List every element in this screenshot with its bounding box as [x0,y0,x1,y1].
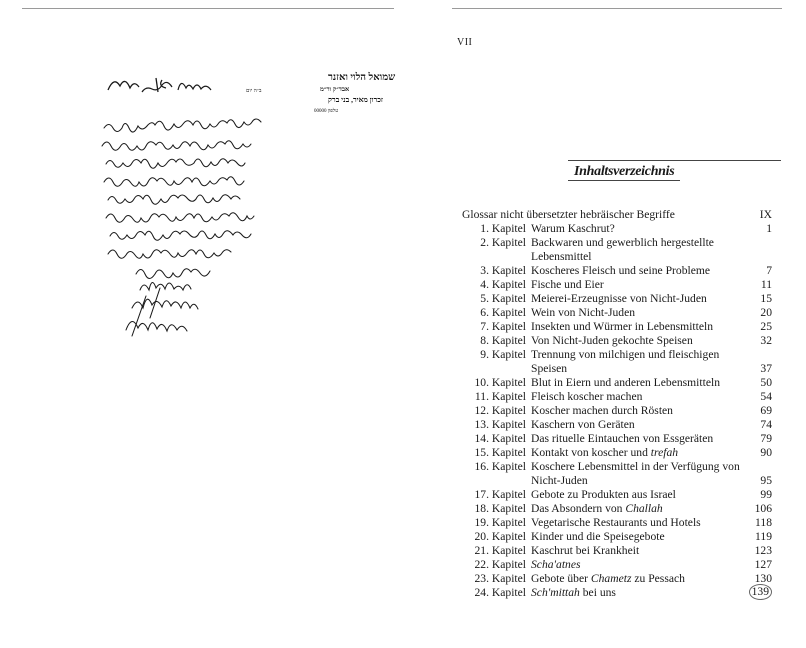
chapter-title-part: trefah [650,446,679,459]
chapter-title: Koscheres Fleisch und seine Probleme [531,264,711,277]
chapter-title-part: Challah [625,502,663,515]
chapter-title: Fleisch koscher machen [531,390,643,403]
chapter-number: 1. Kapitel [480,222,526,235]
chapter-number: 14. Kapitel [474,432,526,445]
toc-chapter-row[interactable] [462,222,772,236]
chapter-title: Blut in Eiern und anderen Lebensmitteln [531,376,720,389]
chapter-page: 106 [754,502,772,515]
toc-chapter-row[interactable] [462,376,772,390]
chapter-page: 119 [755,530,772,543]
chapter-title: Das rituelle Eintauchen von Essgeräten [531,432,714,445]
chapter-title: Vegetarische Restaurants und Hotels [531,516,701,529]
toc-chapter-row[interactable] [462,236,772,264]
toc-chapter-row[interactable] [462,502,772,516]
chapter-number: 23. Kapitel [474,572,526,585]
chapter-title: Koscher machen durch Rösten [531,404,673,417]
handwriting-body [102,119,261,336]
chapter-number: 19. Kapitel [474,516,526,529]
chapter-number: 5. Kapitel [480,292,526,305]
chapter-title: Koschere Lebensmittel in der Verfügung von Nicht-Juden [531,460,740,487]
toc-chapter-row[interactable] [462,292,772,306]
toc-glossary-row[interactable] [462,208,772,222]
toc-chapter-row[interactable] [462,530,772,544]
chapter-page: 90 [760,446,772,459]
chapter-page: 20 [760,306,772,319]
toc-chapter-row[interactable] [462,572,772,586]
handwritten-letter-facsimile [96,62,396,352]
chapter-page: 123 [754,544,772,557]
chapter-page: 50 [760,376,772,389]
letterhead-line-1: שמואל הלוי ואזנר [328,72,396,83]
chapter-title-part: bei uns [579,586,616,599]
toc-chapter-row[interactable] [462,320,772,334]
chapter-title-part: Scha'atnes [531,558,581,571]
chapter-page: 54 [760,390,772,403]
chapter-page: 11 [760,278,772,291]
chapter-title [531,502,744,516]
chapter-number: 10. Kapitel [474,376,526,389]
letter-date-mark: ב״ה יום [246,88,262,94]
chapter-number: 18. Kapitel [474,502,526,515]
toc-chapter-row[interactable] [462,558,772,572]
chapter-title: Kaschrut bei Krankheit [531,544,640,557]
toc-chapter-row[interactable] [462,586,772,600]
chapter-title-part: zu Pessach [631,572,685,585]
glossary-page: IX [759,208,772,221]
chapter-number: 2. Kapitel [480,236,526,249]
chapter-title: Backwaren und gewerblich hergestellte Lebensmittel [531,236,714,263]
chapter-title: Kinder und die Speisegebote [531,530,665,543]
chapter-number: 11. Kapitel [474,390,526,403]
chapter-title [531,572,744,586]
chapter-title-part: Sch'mittah [531,586,580,599]
chapter-title: Trennung von milchigen und fleischigen Speisen [531,348,720,375]
chapter-title: Fische und Eier [531,278,604,291]
toc-chapter-row[interactable] [462,488,772,502]
chapter-page: 32 [760,334,772,347]
chapter-page: 130 [754,572,772,585]
toc-chapter-row[interactable] [462,390,772,404]
right-page-top-rule [452,8,782,9]
chapter-page: 139 [749,584,772,600]
toc-chapter-row[interactable] [462,306,772,320]
left-page-top-rule [22,8,394,9]
chapter-title-part: Chametz [590,572,632,585]
chapter-number: 17. Kapitel [474,488,526,501]
chapter-number: 16. Kapitel [474,460,526,473]
chapter-number: 6. Kapitel [480,306,526,319]
title-underline [568,180,680,181]
chapter-page: 95 [760,474,772,487]
chapter-title: Von Nicht-Juden gekochte Speisen [531,334,693,347]
chapter-page: 15 [760,292,772,305]
chapter-page: 25 [760,320,772,333]
toc-chapter-row[interactable] [462,348,772,376]
chapter-number: 13. Kapitel [474,418,526,431]
chapter-number: 22. Kapitel [474,558,526,571]
chapter-number: 8. Kapitel [480,334,526,347]
chapter-number: 4. Kapitel [480,278,526,291]
page-number: VII [457,37,473,48]
chapter-number: 21. Kapitel [474,544,526,557]
chapter-title: Warum Kaschrut? [531,222,615,235]
chapter-title: Gebote zu Produkten aus Israel [531,488,676,501]
toc-chapter-row[interactable] [462,446,772,460]
chapter-title [531,446,744,460]
toc-chapter-row[interactable] [462,544,772,558]
toc-chapter-row[interactable] [462,418,772,432]
toc-chapter-row[interactable] [462,278,772,292]
chapter-page: 127 [754,558,772,571]
chapter-page: 74 [760,418,772,431]
chapter-title-part: Gebote über [531,572,591,585]
toc-chapter-row[interactable] [462,432,772,446]
chapter-list [462,222,772,600]
chapter-title: Wein von Nicht-Juden [531,306,636,319]
table-of-contents [462,208,772,600]
chapter-number: 9. Kapitel [480,348,526,361]
chapter-number: 12. Kapitel [474,404,526,417]
toc-chapter-row[interactable] [462,264,772,278]
chapter-page: 7 [766,264,772,277]
chapter-title [531,558,744,572]
chapter-title [531,586,744,600]
chapter-title: Insekten und Würmer in Lebensmitteln [531,320,714,333]
toc-chapter-row[interactable] [462,516,772,530]
chapter-page: 99 [760,488,772,501]
chapter-title: Meierei-Erzeugnisse von Nicht-Juden [531,292,707,305]
chapter-page: 79 [760,432,772,445]
chapter-number: 7. Kapitel [480,320,526,333]
toc-chapter-row[interactable] [462,404,772,418]
chapter-number: 3. Kapitel [480,264,526,277]
toc-title: Inhaltsverzeichnis [574,164,675,179]
chapter-number: 15. Kapitel [474,446,526,459]
letterhead-line-3: זכרון מאיר, בני ברק [328,95,384,104]
chapter-title-part: Kontakt von koscher und [531,446,651,459]
toc-chapter-row[interactable] [462,460,772,488]
chapter-number: 24. Kapitel [474,586,526,599]
title-rule [568,160,781,161]
chapter-page: 1 [766,222,772,235]
chapter-page: 69 [760,404,772,417]
letterhead-line-2: אבד״ק ור״מ [320,86,350,93]
chapter-page: 118 [755,516,772,529]
chapter-page: 37 [760,362,772,375]
letterhead-phone: טלפון 00000 [314,109,339,114]
glossary-title: Glossar nicht übersetzter hebräischer Begriffe [462,208,675,221]
toc-chapter-row[interactable] [462,334,772,348]
chapter-number: 20. Kapitel [474,530,526,543]
chapter-title: Kaschern von Geräten [531,418,635,431]
chapter-title-part: Das Absondern von [531,502,626,515]
